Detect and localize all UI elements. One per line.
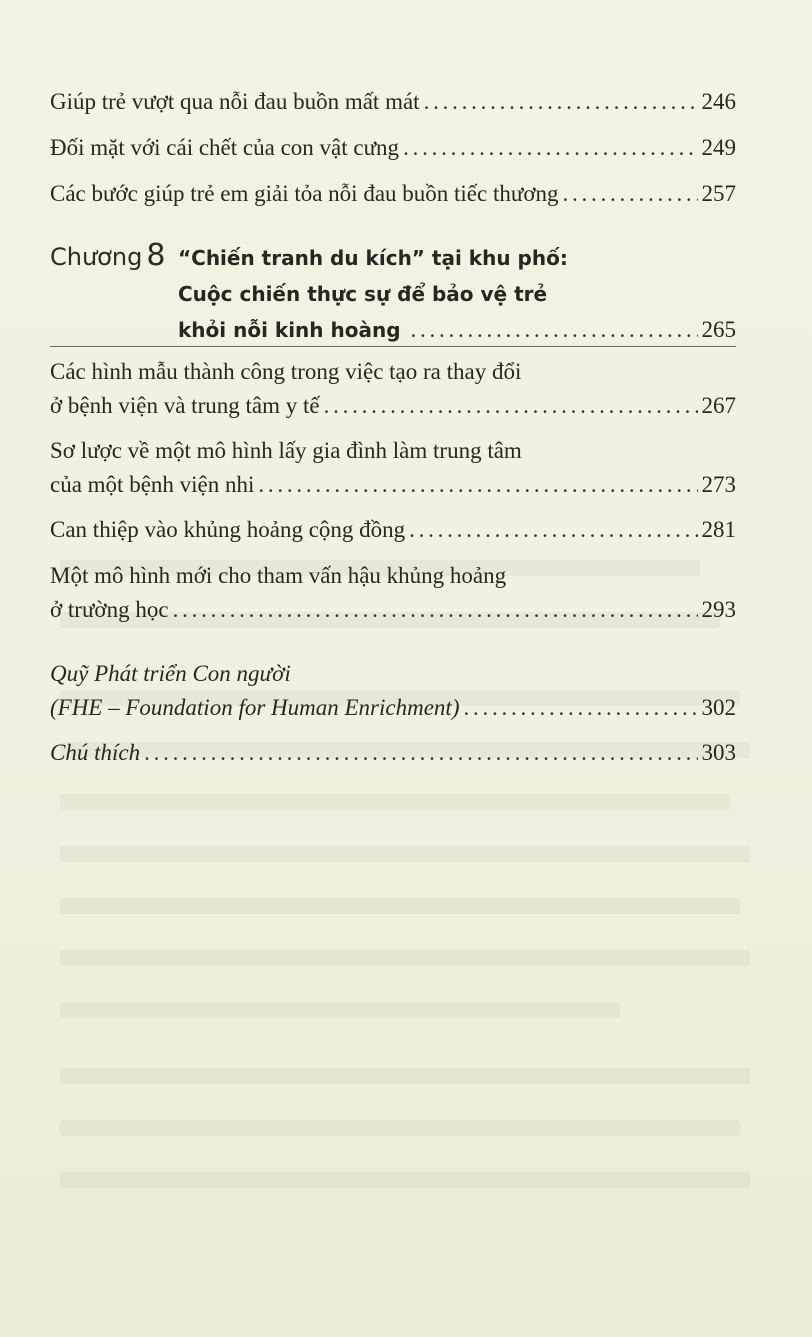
toc-entry-title: của một bệnh viện nhi	[50, 472, 255, 497]
toc-entry[interactable]	[50, 592, 736, 628]
toc-entry[interactable]	[50, 690, 736, 726]
chapter-page: 265	[701, 317, 736, 342]
show-through-line	[60, 1068, 750, 1084]
show-through-line	[60, 950, 750, 966]
toc-entry-title: ở bệnh viện và trung tâm y tế	[50, 393, 320, 418]
toc-entry-page: 281	[701, 517, 736, 542]
chapter-title-line-1: “Chiến tranh du kích” tại khu phố:	[178, 246, 568, 270]
toc-entry[interactable]	[50, 512, 736, 548]
toc-entry[interactable]	[50, 735, 736, 771]
toc-entry-title: Đối mặt với cái chết của con vật cưng	[50, 135, 400, 160]
dot-leader	[258, 467, 697, 503]
dot-leader	[409, 512, 697, 548]
toc-entry-line-1[interactable]: Quỹ Phát triển Con người	[50, 661, 291, 686]
chapter-number: 8	[146, 238, 166, 273]
toc-entry-title: Chú thích	[50, 740, 141, 765]
toc-entry-title: Giúp trẻ vượt qua nỗi đau buồn mất mát	[50, 89, 420, 114]
toc-entry-line-1[interactable]: Sơ lược về một mô hình lấy gia đình làm trung tâm	[50, 438, 522, 463]
show-through-line	[60, 1002, 620, 1018]
dot-leader	[144, 735, 697, 771]
toc-entry-title: Các bước giúp trẻ em giải tỏa nỗi đau buồn tiếc thương	[50, 181, 559, 206]
toc-entry[interactable]	[50, 467, 736, 503]
toc-entry-line-1[interactable]: Một mô hình mới cho tham vấn hậu khủng hoảng	[50, 563, 507, 588]
toc-entry[interactable]	[50, 130, 736, 166]
show-through-line	[60, 898, 740, 914]
toc-entry-page: 303	[701, 740, 736, 765]
show-through-line	[60, 1172, 750, 1188]
dot-leader	[324, 388, 698, 424]
toc-entry[interactable]	[50, 388, 736, 424]
toc-entry-title: Can thiệp vào khủng hoảng cộng đồng	[50, 517, 406, 542]
toc-entry-page: 302	[701, 695, 736, 720]
toc-entry-page: 293	[701, 597, 736, 622]
dot-leader	[411, 312, 698, 348]
chapter-word: Chương	[50, 243, 143, 271]
dot-leader	[403, 130, 697, 166]
toc-entry-page: 257	[701, 181, 736, 206]
chapter-title-line-3-text: khỏi nỗi kinh hoàng	[178, 318, 401, 342]
toc-entry-title: ở trường học	[50, 597, 169, 622]
dot-leader	[563, 176, 698, 212]
toc-entry-page: 273	[701, 472, 736, 497]
dot-leader	[173, 592, 698, 628]
toc-entry-title: (FHE – Foundation for Human Enrichment)	[50, 695, 460, 720]
toc-entry[interactable]	[50, 84, 736, 120]
chapter-title-line-3	[178, 312, 736, 348]
toc-entry[interactable]	[50, 176, 736, 212]
show-through-line	[60, 846, 750, 862]
toc-entry-page: 249	[701, 135, 736, 160]
dot-leader	[424, 84, 698, 120]
toc-entry-page: 267	[701, 393, 736, 418]
chapter-divider	[50, 346, 736, 347]
chapter-label	[50, 236, 165, 277]
show-through-line	[60, 1120, 740, 1136]
toc-entry-page: 246	[701, 89, 736, 114]
show-through-line	[60, 794, 730, 810]
toc-entry-line-1[interactable]: Các hình mẫu thành công trong việc tạo ra thay đổi	[50, 359, 522, 384]
chapter-title-line-2: Cuộc chiến thực sự để bảo vệ trẻ	[178, 282, 548, 306]
dot-leader	[463, 690, 697, 726]
